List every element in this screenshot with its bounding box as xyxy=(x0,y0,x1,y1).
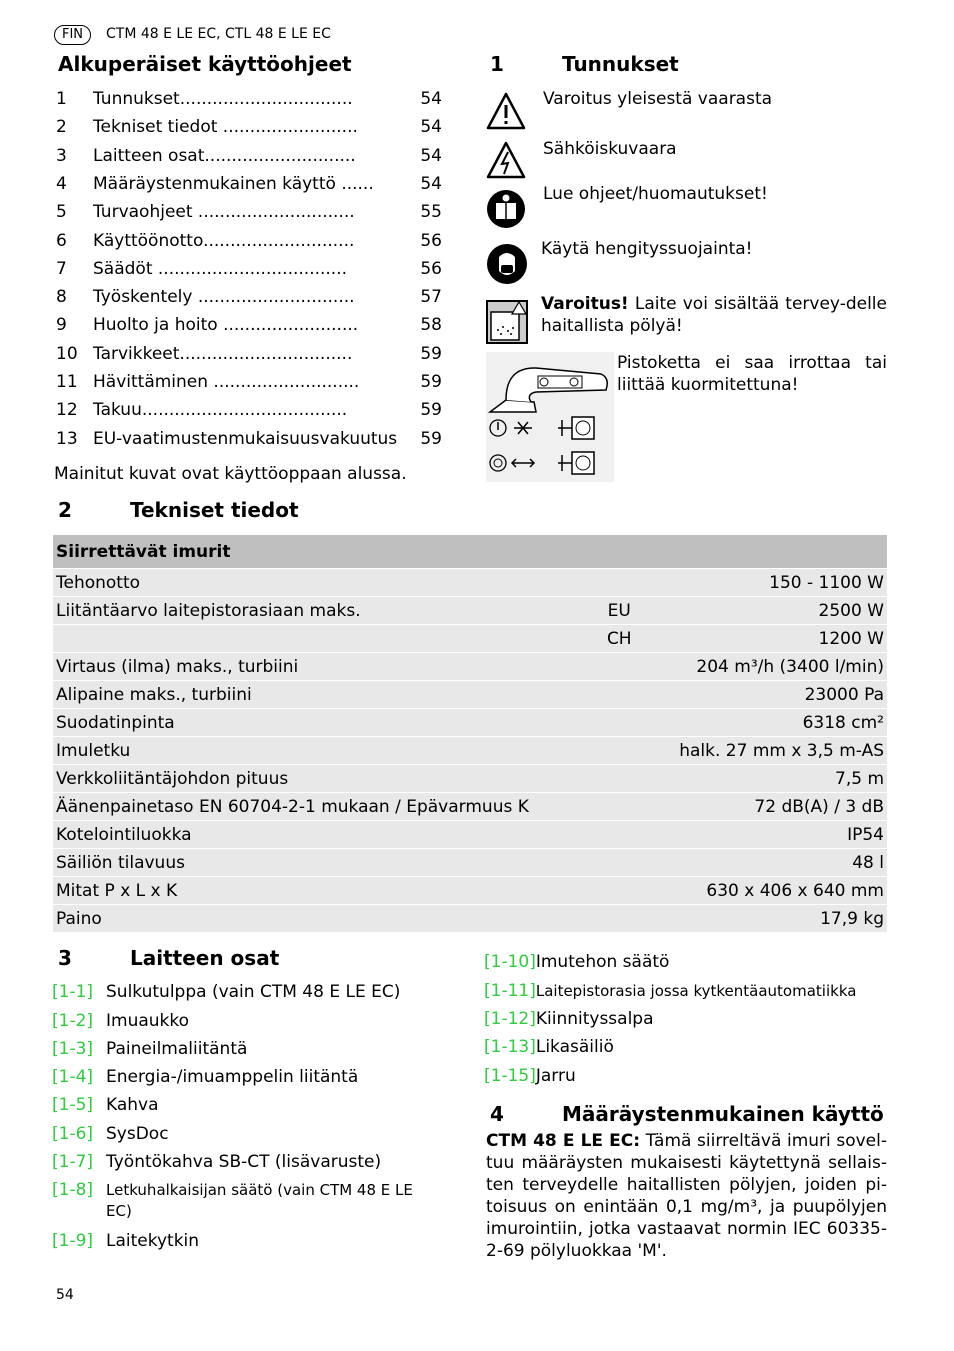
toc-item-num: 13 xyxy=(56,428,78,449)
spec-row xyxy=(53,737,887,765)
toc-item-num: 2 xyxy=(56,117,67,138)
spec-region xyxy=(586,821,652,849)
toc-item-num: 7 xyxy=(56,258,67,279)
spec-region xyxy=(586,569,652,597)
toc-item xyxy=(56,146,442,174)
spec-label: Imuletku xyxy=(53,737,586,765)
plug-illustration xyxy=(486,352,614,487)
toc-item xyxy=(56,429,442,457)
warning-triangle-icon xyxy=(486,91,526,131)
spec-row xyxy=(53,625,887,653)
section-1-title: Tunnukset xyxy=(562,52,679,76)
toc-item-page: 59 xyxy=(420,428,442,449)
specs-table xyxy=(53,535,887,933)
toc-item xyxy=(56,259,442,287)
toc-item-page: 54 xyxy=(420,145,442,166)
part-item xyxy=(52,1067,359,1087)
part-text: Paineilmaliitäntä xyxy=(106,1039,248,1059)
symbol-respirator xyxy=(486,243,528,290)
spec-row xyxy=(53,709,887,737)
toc-item-num: 1 xyxy=(56,89,67,109)
part-text: Imutehon säätö xyxy=(535,952,670,972)
symbol-manual-text: Lue ohjeet/huomautukset! xyxy=(543,184,768,204)
part-ref: [1-3] xyxy=(52,1039,94,1059)
toc-item-num: 9 xyxy=(56,315,67,336)
toc-item-page: 56 xyxy=(420,230,442,251)
spec-row xyxy=(53,597,887,625)
toc-item-num: 8 xyxy=(56,287,67,308)
symbol-warning-text: Varoitus yleisestä vaarasta xyxy=(543,89,773,109)
language-badge: FIN xyxy=(54,25,91,45)
spec-value: 72 dB(A) / 3 dB xyxy=(652,793,887,821)
part-text: Letkuhalkaisijan säätö (vain CTM 48 E LE EC) xyxy=(106,1181,413,1220)
spec-row xyxy=(53,877,887,905)
spec-value: 48 l xyxy=(652,849,887,877)
part-ref: [1-10] xyxy=(484,952,536,972)
spec-value: 7,5 m xyxy=(652,765,887,793)
toc-item-num: 3 xyxy=(56,145,67,166)
page-number: 54 xyxy=(56,1287,74,1303)
part-text: Laitekytkin xyxy=(106,1231,200,1251)
part-ref: [1-7] xyxy=(52,1152,94,1172)
spec-region xyxy=(586,653,652,681)
sander-plug-icon xyxy=(486,352,614,482)
dust-warning-text xyxy=(541,293,887,337)
spec-value: 6318 cm² xyxy=(652,709,887,737)
part-text: Likasäiliö xyxy=(535,1037,614,1057)
toc-title: Alkuperäiset käyttöohjeet xyxy=(58,52,352,76)
part-text: SysDoc xyxy=(106,1124,169,1144)
symbol-electric-text: Sähköiskuvaara xyxy=(543,139,677,159)
toc-item-page: 54 xyxy=(420,173,442,194)
part-ref: [1-4] xyxy=(52,1067,94,1087)
part-item xyxy=(484,1066,576,1086)
spec-row xyxy=(53,793,887,821)
spec-label: Tehonotto xyxy=(53,569,586,597)
toc-item-label: Työskentely ............................. xyxy=(93,287,355,308)
spec-row xyxy=(53,905,887,933)
toc-item-label: EU-vaatimustenmukaisuusvakuutus xyxy=(93,428,398,449)
spec-region xyxy=(586,681,652,709)
part-item xyxy=(484,1009,654,1029)
spec-value: 204 m³/h (3400 l/min) xyxy=(652,653,887,681)
spec-region xyxy=(586,765,652,793)
read-manual-icon xyxy=(486,189,526,229)
spec-region: EU xyxy=(586,597,652,625)
toc-item-label: Tarvikkeet................................ xyxy=(93,343,353,364)
toc-item-page: 58 xyxy=(420,315,442,336)
usage-paragraph xyxy=(486,1130,887,1262)
spec-value: halk. 27 mm x 3,5 m-AS xyxy=(652,737,887,765)
toc-item-page: 57 xyxy=(420,287,442,308)
symbol-electric xyxy=(486,140,526,185)
toc-item-label: Tunnukset................................ xyxy=(93,89,353,109)
section-3-title: Laitteen osat xyxy=(130,946,280,970)
spec-value: 150 - 1100 W xyxy=(652,569,887,597)
part-text: Kahva xyxy=(106,1095,159,1115)
spec-region xyxy=(586,877,652,905)
toc-item-label: Määräystenmukainen käyttö ...... xyxy=(93,173,374,194)
toc-item-page: 59 xyxy=(420,400,442,421)
symbol-warning xyxy=(486,91,526,136)
dust-hazard-icon xyxy=(486,300,528,344)
spec-region xyxy=(586,709,652,737)
toc-item-label: Takuu...................................... xyxy=(93,400,348,421)
part-item xyxy=(52,1095,159,1115)
spec-row xyxy=(53,569,887,597)
part-ref: [1-6] xyxy=(52,1124,94,1144)
part-ref: [1-2] xyxy=(52,1011,94,1031)
part-text: Imuaukko xyxy=(106,1011,190,1031)
toc-item-page: 54 xyxy=(420,117,442,138)
toc-item xyxy=(56,117,442,145)
toc-item xyxy=(56,372,442,400)
part-item xyxy=(52,1152,382,1172)
toc-item-label: Tekniset tiedot ......................... xyxy=(93,117,358,138)
toc-item xyxy=(56,344,442,372)
spec-value: 630 x 406 x 640 mm xyxy=(652,877,887,905)
spec-label: Mitat P x L x K xyxy=(53,877,586,905)
toc-item-label: Käyttöönotto............................ xyxy=(93,230,355,251)
toc-item-num: 12 xyxy=(56,400,78,421)
part-ref: [1-1] xyxy=(52,982,94,1002)
spec-label: Paino xyxy=(53,905,586,933)
toc-item-label: Laitteen osat............................ xyxy=(93,145,356,166)
part-item xyxy=(52,1231,200,1251)
symbol-manual xyxy=(486,189,526,234)
part-item xyxy=(52,1011,190,1031)
usage-lead: CTM 48 E LE EC: xyxy=(486,1131,641,1151)
toc-item xyxy=(56,400,442,428)
toc-item-label: Hävittäminen ........................... xyxy=(93,372,360,392)
spec-label: Kotelointiluokka xyxy=(53,821,586,849)
toc-item-num: 10 xyxy=(56,343,78,364)
section-2-number: 2 xyxy=(58,498,72,522)
dust-warning-bold: Varoitus! xyxy=(541,294,629,314)
part-item xyxy=(484,952,669,972)
spec-label: Äänenpainetaso EN 60704-2-1 mukaan / Epävarmuus K xyxy=(53,793,586,821)
respirator-icon xyxy=(486,243,528,285)
part-item xyxy=(484,981,856,1001)
electric-shock-icon xyxy=(486,140,526,180)
spec-row xyxy=(53,681,887,709)
spec-region xyxy=(586,905,652,933)
toc-item-page: 56 xyxy=(420,258,442,279)
spec-region: CH xyxy=(586,625,652,653)
toc-item-num: 6 xyxy=(56,230,67,251)
part-text: Energia-/imuamppelin liitäntä xyxy=(106,1067,359,1087)
spec-label: Säiliön tilavuus xyxy=(53,849,586,877)
part-text: Jarru xyxy=(535,1066,576,1086)
part-item xyxy=(52,1180,413,1220)
spec-row xyxy=(53,653,887,681)
spec-label: Alipaine maks., turbiini xyxy=(53,681,586,709)
part-item xyxy=(484,1037,614,1057)
section-4-number: 4 xyxy=(490,1102,504,1126)
part-text: Työntökahva SB-CT (lisävaruste) xyxy=(106,1152,382,1172)
toc-item xyxy=(56,315,442,343)
part-ref: [1-8] xyxy=(52,1180,94,1200)
part-ref: [1-5] xyxy=(52,1095,94,1115)
part-text: Sulkutulppa (vain CTM 48 E LE EC) xyxy=(106,982,401,1002)
spec-value: IP54 xyxy=(652,821,887,849)
part-item xyxy=(52,982,401,1002)
spec-label: Liitäntäarvo laitepistorasiaan maks. xyxy=(53,597,586,625)
spec-label xyxy=(53,625,586,653)
toc-item xyxy=(56,287,442,315)
toc-item xyxy=(56,202,442,230)
toc-item-page: 54 xyxy=(420,89,442,109)
toc-item xyxy=(56,89,442,117)
section-2-title: Tekniset tiedot xyxy=(130,498,299,522)
part-text: Kiinnityssalpa xyxy=(535,1009,654,1029)
part-ref: [1-15] xyxy=(484,1066,536,1086)
figures-note: Mainitut kuvat ovat käyttöoppaan alussa. xyxy=(54,464,407,484)
part-text: Laitepistorasia jossa kytkentäautomatiikka xyxy=(535,982,857,1000)
section-1-number: 1 xyxy=(490,52,504,76)
specs-table-header: Siirrettävät imurit xyxy=(53,535,887,569)
spec-value: 2500 W xyxy=(652,597,887,625)
part-item xyxy=(52,1124,169,1144)
spec-region xyxy=(586,793,652,821)
part-ref: [1-9] xyxy=(52,1231,94,1251)
spec-label: Suodatinpinta xyxy=(53,709,586,737)
spec-value: 1200 W xyxy=(652,625,887,653)
section-3-number: 3 xyxy=(58,946,72,970)
usage-text: Tämä siirreltävä imuri sovel-tuu määräysten mukaisesti käytettynä sellais-ten terveydelle haitallisten pölyjen, joiden pi-toisuus on enintään 0,1 mg/m³, ja puupölyjen imurointiin, jotka vastaavat normin IEC 60335-2-69 pölyluokkaa 'M'. xyxy=(486,1131,887,1261)
part-ref: [1-12] xyxy=(484,1009,536,1029)
toc-item-label: Säädöt ................................... xyxy=(93,258,348,279)
spec-region xyxy=(586,849,652,877)
section-4-title: Määräystenmukainen käyttö xyxy=(562,1102,884,1126)
toc-item-page: 59 xyxy=(420,372,442,392)
toc-item-num: 4 xyxy=(56,173,67,194)
spec-label: Verkkoliitäntäjohdon pituus xyxy=(53,765,586,793)
spec-label: Virtaus (ilma) maks., turbiini xyxy=(53,653,586,681)
spec-region xyxy=(586,737,652,765)
toc-item-label: Turvaohjeet ............................. xyxy=(93,202,355,223)
spec-row xyxy=(53,821,887,849)
dust-warning-body: Laite voi sisältää tervey-delle haitallista pölyä! xyxy=(541,294,887,336)
toc-item xyxy=(56,231,442,259)
symbol-dust xyxy=(486,300,528,349)
spec-value: 23000 Pa xyxy=(652,681,887,709)
toc-item-num: 11 xyxy=(56,372,78,392)
toc-item xyxy=(56,174,442,202)
document-model-title: CTM 48 E LE EC, CTL 48 E LE EC xyxy=(106,26,331,42)
plug-warning-text: Pistoketta ei saa irrottaa tai liittää kuormitettuna! xyxy=(617,353,887,395)
spec-value: 17,9 kg xyxy=(652,905,887,933)
spec-row xyxy=(53,765,887,793)
spec-row xyxy=(53,849,887,877)
part-item xyxy=(52,1039,248,1059)
toc-item-label: Huolto ja hoito ......................... xyxy=(93,315,359,336)
toc-item-num: 5 xyxy=(56,202,67,223)
part-ref: [1-13] xyxy=(484,1037,536,1057)
part-ref: [1-11] xyxy=(484,981,536,1001)
symbol-respirator-text: Käytä hengityssuojainta! xyxy=(541,239,753,259)
toc-item-page: 55 xyxy=(420,202,442,223)
toc-item-page: 59 xyxy=(420,343,442,364)
